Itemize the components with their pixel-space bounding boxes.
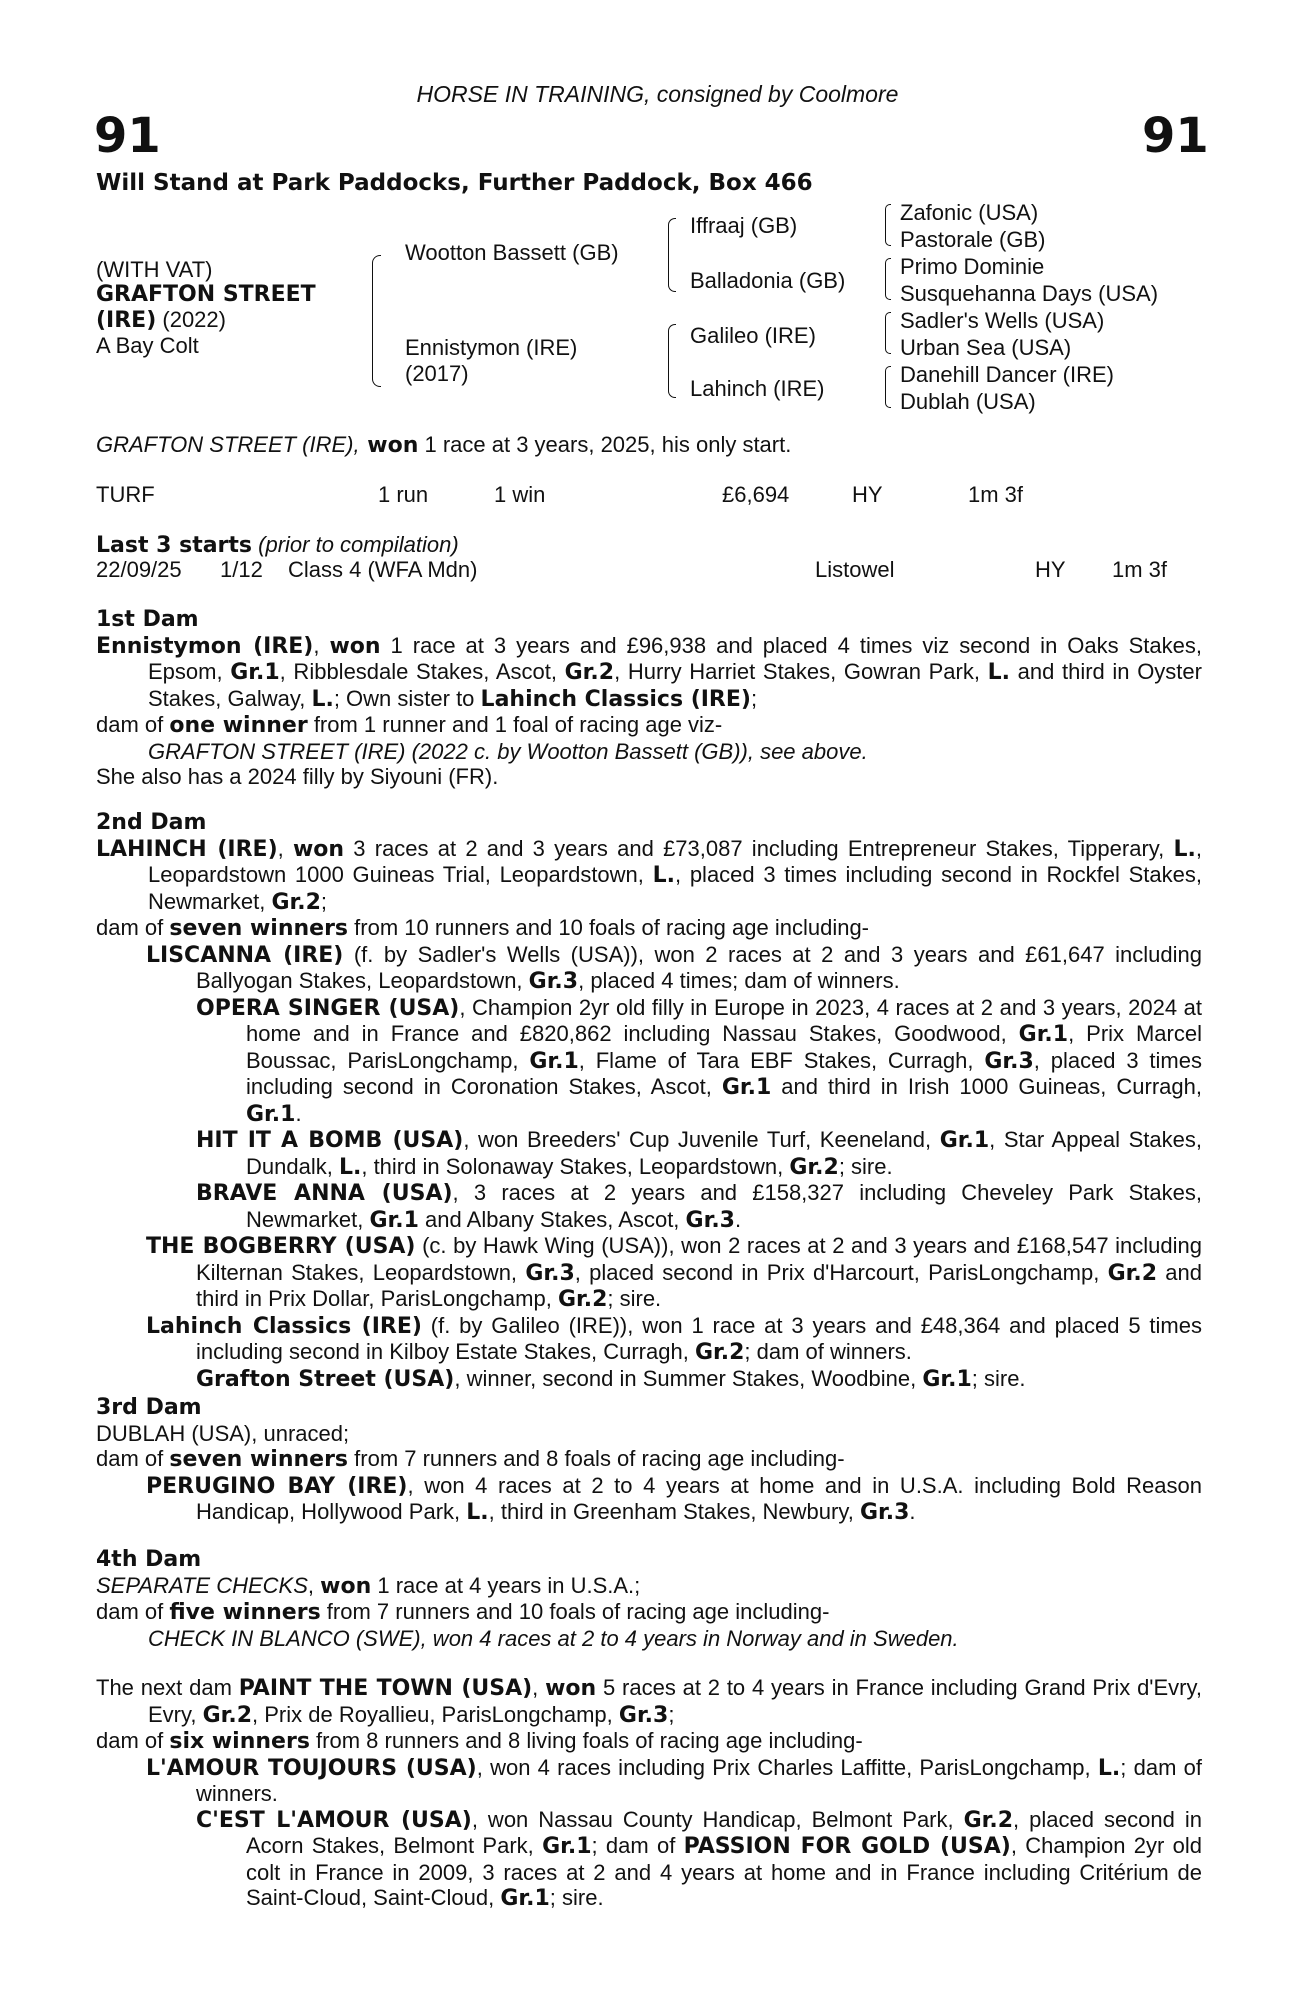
pedigree-ggd-3: Urban Sea (USA) [900, 335, 1072, 360]
consignment-title: HORSE IN TRAINING, consigned by Coolmore [416, 81, 899, 107]
pedigree-ggs-4: Danehill Dancer (IRE) [900, 362, 1114, 387]
first-dam-record: Ennistymon (IRE), won 1 race at 3 years and £96,938 and placed 4 times viz second in Oaks Stakes, Epsom, Gr.1, Ribblesdale Stakes, Ascot, Gr.2, Hurry Harriet Stakes, Gowran Park, L. and third in Oyster Stakes, Galway, L.; Own sister to Lahinch Classics (IRE); [96, 632, 1202, 712]
stand-location: Will Stand at Park Paddocks, Further Paddock, Box 466 [96, 170, 813, 196]
fourth-dam-heading: 4th Dam [96, 1547, 202, 1572]
produce-lahinch-classics: Lahinch Classics (IRE) (f. by Galileo (IRE)), won 1 race at 3 years and £48,364 and placed 5 times including second in Kilboy Estate Stakes, Curragh, Gr.2; dam of winners. [146, 1312, 1202, 1365]
produce-lamour-toujours: L'AMOUR TOUJOURS (USA), won 4 races including Prix Charles Laffitte, ParisLongchamp, L.; dam of winners. [146, 1754, 1203, 1806]
brace-g3-1 [885, 204, 891, 246]
brace-dam-parents [668, 324, 676, 398]
brace-g3-4 [885, 366, 891, 408]
second-dam-heading: 2nd Dam [96, 810, 207, 835]
start-course: Listowel [815, 557, 895, 582]
fourth-dam-section [96, 1547, 1202, 1651]
lot-number-right: 91 [1142, 108, 1209, 164]
next-dam-record: The next dam PAINT THE TOWN (USA), won 5 races at 2 to 4 years in France including Grand Prix d'Evry, Evry, Gr.2, Prix de Royallieu, ParisLongchamp, Gr.3; [96, 1675, 1202, 1728]
third-dam-record: DUBLAH (USA), unraced; [96, 1420, 350, 1446]
produce-perugino-bay: PERUGINO BAY (IRE), won 4 races at 2 to 4 years at home and in U.S.A. including Bold Reason Handicap, Hollywood Park, L., third in Greenham Stakes, Newbury, Gr.3. [146, 1472, 1202, 1525]
pedigree-grandsire-1: Iffraaj (GB) [690, 213, 798, 238]
start-going: HY [1035, 557, 1066, 582]
second-dam-section [96, 810, 1202, 1392]
produce-opera-singer: OPERA SINGER (USA), Champion 2yr old filly in Europe in 2023, 4 races at 2 and 3 years, 2024 at home and in France and £820,862 including Nassau Stakes, Goodwood, Gr.1, Prix Marcel Boussac, ParisLongchamp, Gr.1, Flame of Tara EBF Stakes, Curragh, Gr.3, placed 3 times including second in Coronation Stakes, Ascot, Gr.1 and third in Irish 1000 Guineas, Curragh, Gr.1. [196, 994, 1203, 1127]
brace-sire-parents [668, 218, 676, 292]
horse-name-line2: (IRE) (2022) [96, 307, 226, 333]
horse-description: A Bay Colt [96, 333, 199, 358]
produce-brave-anna: BRAVE ANNA (USA), 3 races at 2 years and £158,327 including Cheveley Park Stakes, Newmarket, Gr.1 and Albany Stakes, Ascot, Gr.3. [196, 1180, 1203, 1233]
pedigree-sire: Wootton Bassett (GB) [405, 240, 619, 265]
race-summary: GRAFTON STREET (IRE), won 1 race at 3 years, 2025, his only start. [96, 432, 792, 458]
start-race: Class 4 (WFA Mdn) [288, 557, 478, 582]
pedigree-dam: Ennistymon (IRE) [405, 335, 578, 360]
brace-sire-dam [372, 255, 381, 387]
pedigree-grandsire-2: Galileo (IRE) [690, 323, 816, 348]
first-dam-produce: GRAFTON STREET (IRE) (2022 c. by Wootton Bassett (GB)), see above. [148, 738, 868, 764]
next-dam-section [96, 1675, 1202, 1912]
fourth-dam-produce-line: dam of five winners from 7 runners and 10 foals of racing age including- [96, 1599, 830, 1625]
next-dam-produce-line: dam of six winners from 8 runners and 8 living foals of racing age including- [96, 1728, 863, 1754]
third-dam-produce-line: dam of seven winners from 7 runners and 8 foals of racing age including- [96, 1446, 845, 1472]
produce-liscanna: LISCANNA (IRE) (f. by Sadler's Wells (USA)), won 2 races at 2 and 3 years and £61,647 including Ballyogan Stakes, Leopardstown, Gr.3, placed 4 times; dam of winners. [146, 941, 1202, 994]
start-distance: 1m 3f [1112, 557, 1168, 582]
pedigree-dam-year: (2017) [405, 361, 469, 386]
record-wins: 1 win [494, 482, 546, 507]
pedigree-ggs-2: Primo Dominie [900, 254, 1045, 279]
horse-name: GRAFTON STREET [96, 282, 316, 307]
first-dam-section [96, 607, 1202, 790]
pedigree-ggd-2: Susquehanna Days (USA) [900, 281, 1159, 306]
record-surface: TURF [96, 482, 155, 507]
last-starts-heading: Last 3 starts (prior to compilation) [96, 532, 459, 558]
produce-hit-it-a-bomb: HIT IT A BOMB (USA), won Breeders' Cup Juvenile Turf, Keeneland, Gr.1, Star Appeal Stakes, Dundalk, L., third in Solonaway Stakes, Leopardstown, Gr.2; sire. [196, 1127, 1202, 1180]
first-dam-also: She also has a 2024 filly by Siyouni (FR). [96, 764, 499, 789]
produce-cest-lamour: C'EST L'AMOUR (USA), won Nassau County Handicap, Belmont Park, Gr.2, placed second in Acorn Stakes, Belmont Park, Gr.1; dam of PASSION FOR GOLD (USA), Champion 2yr old colt in France in 2009, 3 races at 2 and 4 years at home and in France including Critérium de Saint-Cloud, Saint-Cloud, Gr.1; sire. [196, 1806, 1203, 1911]
brace-g3-3 [885, 312, 891, 354]
third-dam-heading: 3rd Dam [96, 1395, 202, 1420]
pedigree-ggd-1: Pastorale (GB) [900, 227, 1046, 252]
record-going: HY [852, 482, 883, 507]
second-dam-produce-line: dam of seven winners from 10 runners and 10 foals of racing age including- [96, 915, 870, 941]
record-distance: 1m 3f [968, 482, 1024, 507]
lot-number-left: 91 [94, 108, 161, 164]
pedigree-ggs-1: Zafonic (USA) [900, 200, 1039, 225]
first-dam-produce-line: dam of one winner from 1 runner and 1 foal of racing age viz- [96, 712, 723, 738]
pedigree-ggs-3: Sadler's Wells (USA) [900, 308, 1105, 333]
pedigree-granddam-1: Balladonia (GB) [690, 268, 846, 293]
vat-note: (WITH VAT) [96, 257, 213, 282]
start-date: 22/09/25 [96, 557, 182, 582]
third-dam-section [96, 1395, 1202, 1526]
pedigree-ggd-4: Dublah (USA) [900, 389, 1036, 414]
brace-g3-2 [885, 258, 891, 300]
produce-check-in-blanco: CHECK IN BLANCO (SWE), won 4 races at 2 to 4 years in Norway and in Sweden. [148, 1625, 959, 1651]
record-runs: 1 run [378, 482, 429, 507]
first-dam-heading: 1st Dam [96, 607, 199, 632]
record-earnings: £6,694 [722, 482, 790, 507]
pedigree-granddam-2: Lahinch (IRE) [690, 376, 825, 401]
produce-the-bogberry: THE BOGBERRY (USA) (c. by Hawk Wing (USA)), won 2 races at 2 and 3 years and £168,547 including Kilternan Stakes, Leopardstown, Gr.3, placed second in Prix d'Harcourt, ParisLongchamp, Gr.2 and third in Prix Dollar, ParisLongchamp, Gr.2; sire. [146, 1233, 1203, 1312]
produce-grafton-street-usa: Grafton Street (USA), winner, second in Summer Stakes, Woodbine, Gr.1; sire. [196, 1365, 1026, 1392]
fourth-dam-record: SEPARATE CHECKS, won 1 race at 4 years in U.S.A.; [96, 1572, 641, 1599]
start-position: 1/12 [220, 557, 263, 582]
second-dam-record: LAHINCH (IRE), won 3 races at 2 and 3 years and £73,087 including Entrepreneur Stakes, Tipperary, L., Leopardstown 1000 Guineas Trial, Leopardstown, L., placed 3 times including second in Rockfel Stakes, Newmarket, Gr.2; [96, 835, 1202, 915]
